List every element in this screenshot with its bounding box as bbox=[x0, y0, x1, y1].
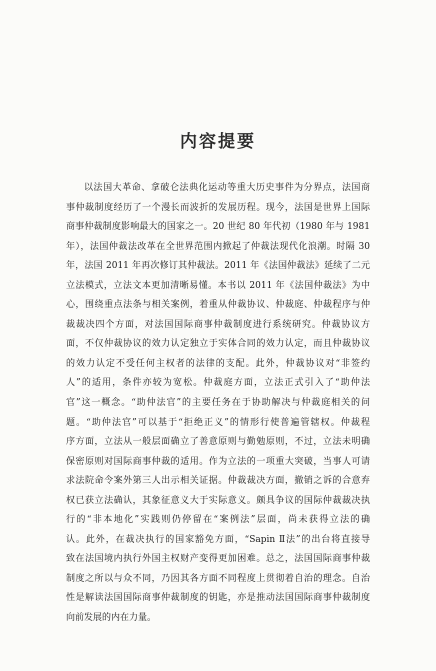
text-line: 事仲裁制度经历了一个漫长而波折的发展历程。现今，法国是世界上国际 bbox=[66, 202, 370, 213]
text-line: 序方面，立法从一般层面确立了善意原则与勤勉原则，不过，立法未明确 bbox=[66, 437, 370, 448]
text-line: 向前发展的内在力量。 bbox=[66, 613, 157, 624]
text-line: 保密原则对国际商事仲裁的适用。作为立法的一项重大突破，当事人可请 bbox=[66, 456, 370, 467]
text-line: 性是解读法国国际商事仲裁制度的钥匙，亦是推动法国国际商事仲裁制度 bbox=[66, 593, 370, 604]
text-line: 认。此外，在裁决执行的国家豁免方面，“Sapin Ⅱ法”的出台将直接导 bbox=[66, 534, 370, 545]
text-line: 年，法国 2011 年再次修订其仲裁法。2011 年《法国仲裁法》延续了二元 bbox=[66, 261, 370, 272]
text-line: 行的“非本地化”实践则仍停留在“案例法”层面，尚未获得立法的确 bbox=[66, 515, 370, 526]
text-line: 人”的适用，条件亦较为宽松。仲裁庭方面，立法正式引入了“助仲法 bbox=[66, 378, 370, 389]
text-line: 年），法国仲裁法改革在全世界范围内掀起了仲裁法现代化浪潮。时隔 30 bbox=[66, 241, 370, 252]
text-line: 心，围绕重点法条与相关案例，着重从仲裁协议、仲裁庭、仲裁程序与仲 bbox=[66, 300, 370, 311]
page-title: 内容提要 bbox=[180, 132, 256, 152]
text-line: 制度之所以与众不同，乃因其各方面不同程度上贯彻着自治的理念。自治 bbox=[66, 573, 370, 584]
text-line: 权已获立法确认，其象征意义大于实际意义。颇具争议的国际仲裁裁决执 bbox=[66, 495, 370, 506]
text-line: 立法模式，立法文本更加清晰易懂。本书以 2011 年《法国仲裁法》为中 bbox=[66, 280, 370, 291]
text-line: 求法院命令案外第三人出示相关证据。仲裁裁决方面，撤销之诉的合意弃 bbox=[66, 476, 370, 487]
text-line: 裁裁决四个方面，对法国国际商事仲裁制度进行系统研究。仲裁协议方 bbox=[66, 319, 370, 330]
text-line: 致在法国境内执行外国主权财产变得更加困难。总之，法国国际商事仲裁 bbox=[66, 554, 370, 565]
text-line: 官”这一概念。“助仲法官”的主要任务在于协助解决与仲裁庭相关的问 bbox=[66, 398, 370, 409]
text-line: 商事仲裁制度影响最大的国家之一。20 世纪 80 年代初（1980 年与 1981 bbox=[66, 222, 370, 233]
text-line: 题。“助仲法官”可以基于“拒绝正义”的情形行使普遍管辖权。仲裁程 bbox=[66, 417, 370, 428]
text-line: 面，不仅仲裁协议的效力认定独立于实体合同的效力认定，而且仲裁协议 bbox=[66, 339, 370, 350]
text-line: 以法国大革命、拿破仑法典化运动等重大历史事件为分界点，法国商 bbox=[84, 183, 370, 193]
text-line: 的效力认定不受任何主权者的法律的支配。此外，仲裁协议对“非签约 bbox=[66, 358, 370, 369]
summary-body bbox=[66, 179, 370, 629]
